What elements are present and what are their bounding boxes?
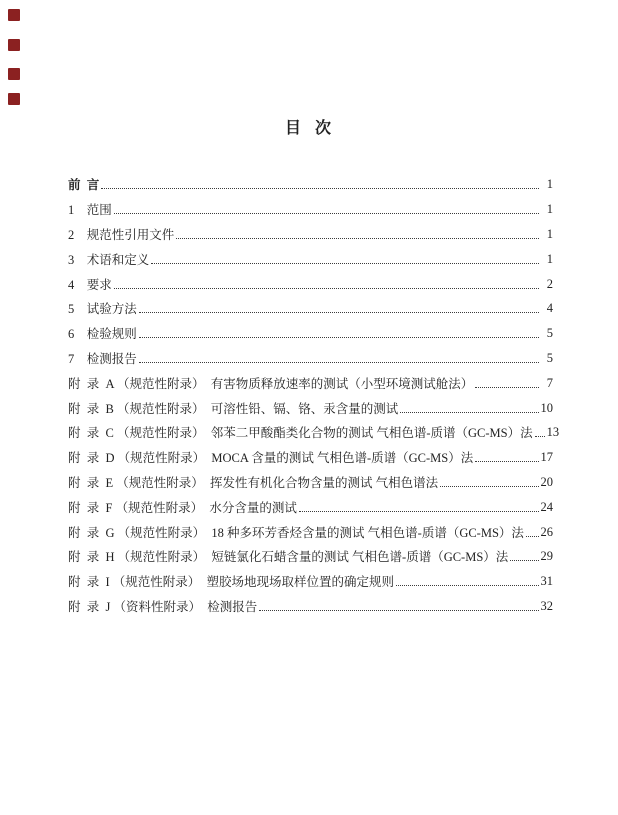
toc-entry — [68, 222, 553, 247]
toc-entry — [68, 246, 553, 271]
toc-page-number: 7 — [546, 375, 553, 390]
dot-leader — [510, 560, 538, 561]
stamp-mark — [8, 39, 20, 51]
dot-leader — [396, 585, 538, 586]
toc-entry-text: 附 录 F （规范性附录） 水分含量的测试 — [68, 500, 297, 515]
toc-entry-text: 附 录 D （规范性附录） MOCA 含量的测试 气相色谱-质谱（GC-MS）法 — [68, 451, 474, 466]
toc-page-number: 31 — [540, 574, 553, 589]
toc-entry-text: 附 录 E （规范性附录） 挥发性有机化合物含量的测试 气相色谱法 — [68, 475, 439, 490]
toc-page-number: 10 — [540, 400, 553, 415]
toc-page-number: 26 — [540, 524, 553, 539]
stamp-mark — [8, 68, 20, 80]
toc-entry-text: 1 范围 — [68, 203, 112, 218]
dot-leader — [139, 337, 539, 338]
toc-entry-text: 附 录 H （规范性附录） 短链氯化石蜡含量的测试 气相色谱-质谱（GC-MS）法 — [68, 550, 509, 565]
page-title: 目 次 — [284, 120, 333, 137]
dot-leader — [259, 610, 538, 611]
toc-page-number: 2 — [546, 276, 553, 291]
dot-leader — [151, 263, 539, 264]
toc-page-number: 29 — [540, 549, 553, 564]
dot-leader — [526, 536, 539, 537]
toc-entry — [68, 370, 553, 395]
dot-leader — [475, 461, 538, 462]
table-of-contents — [68, 172, 560, 618]
toc-entry — [68, 569, 553, 594]
toc-entry — [68, 271, 553, 296]
dot-leader — [440, 486, 538, 487]
dot-leader — [535, 436, 545, 437]
toc-entry-text: 附 录 C （规范性附录） 邻苯二甲酸酯类化合物的测试 气相色谱-质谱（GC-MS）法 — [68, 426, 533, 441]
toc-entry — [68, 346, 553, 371]
toc-page-number: 20 — [540, 474, 553, 489]
dot-leader — [114, 288, 539, 289]
toc-entry-text: 7 检测报告 — [68, 351, 137, 366]
toc-entry-text: 附 录 J （资料性附录） 检测报告 — [68, 599, 258, 614]
toc-entry-text: 前 言 — [68, 178, 100, 193]
toc-page-number: 4 — [546, 301, 553, 316]
toc-entry-text: 3 术语和定义 — [68, 252, 150, 267]
toc-entry — [68, 420, 560, 445]
toc-entry-text: 4 要求 — [68, 277, 112, 292]
toc-page-number: 13 — [546, 425, 560, 440]
toc-page-number: 5 — [546, 326, 553, 341]
toc-entry — [68, 197, 553, 222]
toc-page-number: 32 — [540, 598, 553, 613]
toc-entry-text: 附 录 A （规范性附录） 有害物质释放速率的测试（小型环境测试舱法） — [68, 376, 474, 391]
dot-leader — [475, 387, 539, 388]
toc-entry-text: 附 录 I （规范性附录） 塑胶场地现场取样位置的确定规则 — [68, 575, 395, 590]
toc-page-number: 24 — [540, 499, 553, 514]
toc-entry — [68, 296, 553, 321]
toc-entry — [68, 172, 553, 197]
dot-leader — [299, 511, 539, 512]
stamp-mark — [8, 9, 20, 21]
dot-leader — [176, 238, 539, 239]
toc-entry — [68, 445, 553, 470]
toc-page-number: 1 — [546, 226, 553, 241]
toc-page-number: 5 — [546, 350, 553, 365]
toc-entry-text: 6 检验规则 — [68, 327, 137, 342]
dot-leader — [114, 213, 539, 214]
dot-leader — [139, 312, 539, 313]
toc-entry — [68, 494, 553, 519]
toc-page-number: 1 — [546, 177, 553, 192]
toc-page-number: 1 — [546, 202, 553, 217]
toc-entry-text: 5 试验方法 — [68, 302, 137, 317]
toc-entry — [68, 594, 553, 619]
toc-entry — [68, 470, 553, 495]
toc-entry — [68, 544, 553, 569]
toc-page-number: 17 — [540, 450, 553, 465]
dot-leader — [101, 188, 539, 189]
toc-entry — [68, 519, 553, 544]
dot-leader — [139, 362, 539, 363]
stamp-mark — [8, 93, 20, 105]
toc-entry-text: 附 录 G （规范性附录） 18 种多环芳香烃含量的测试 气相色谱-质谱（GC-MS）法 — [68, 525, 524, 540]
toc-entry — [68, 321, 553, 346]
toc-entry-text: 附 录 B （规范性附录） 可溶性铅、镉、铬、汞含量的测试 — [68, 401, 399, 416]
dot-leader — [400, 412, 538, 413]
toc-entry-text: 2 规范性引用文件 — [68, 227, 175, 242]
toc-page-number: 1 — [546, 251, 553, 266]
toc-entry — [68, 395, 553, 420]
